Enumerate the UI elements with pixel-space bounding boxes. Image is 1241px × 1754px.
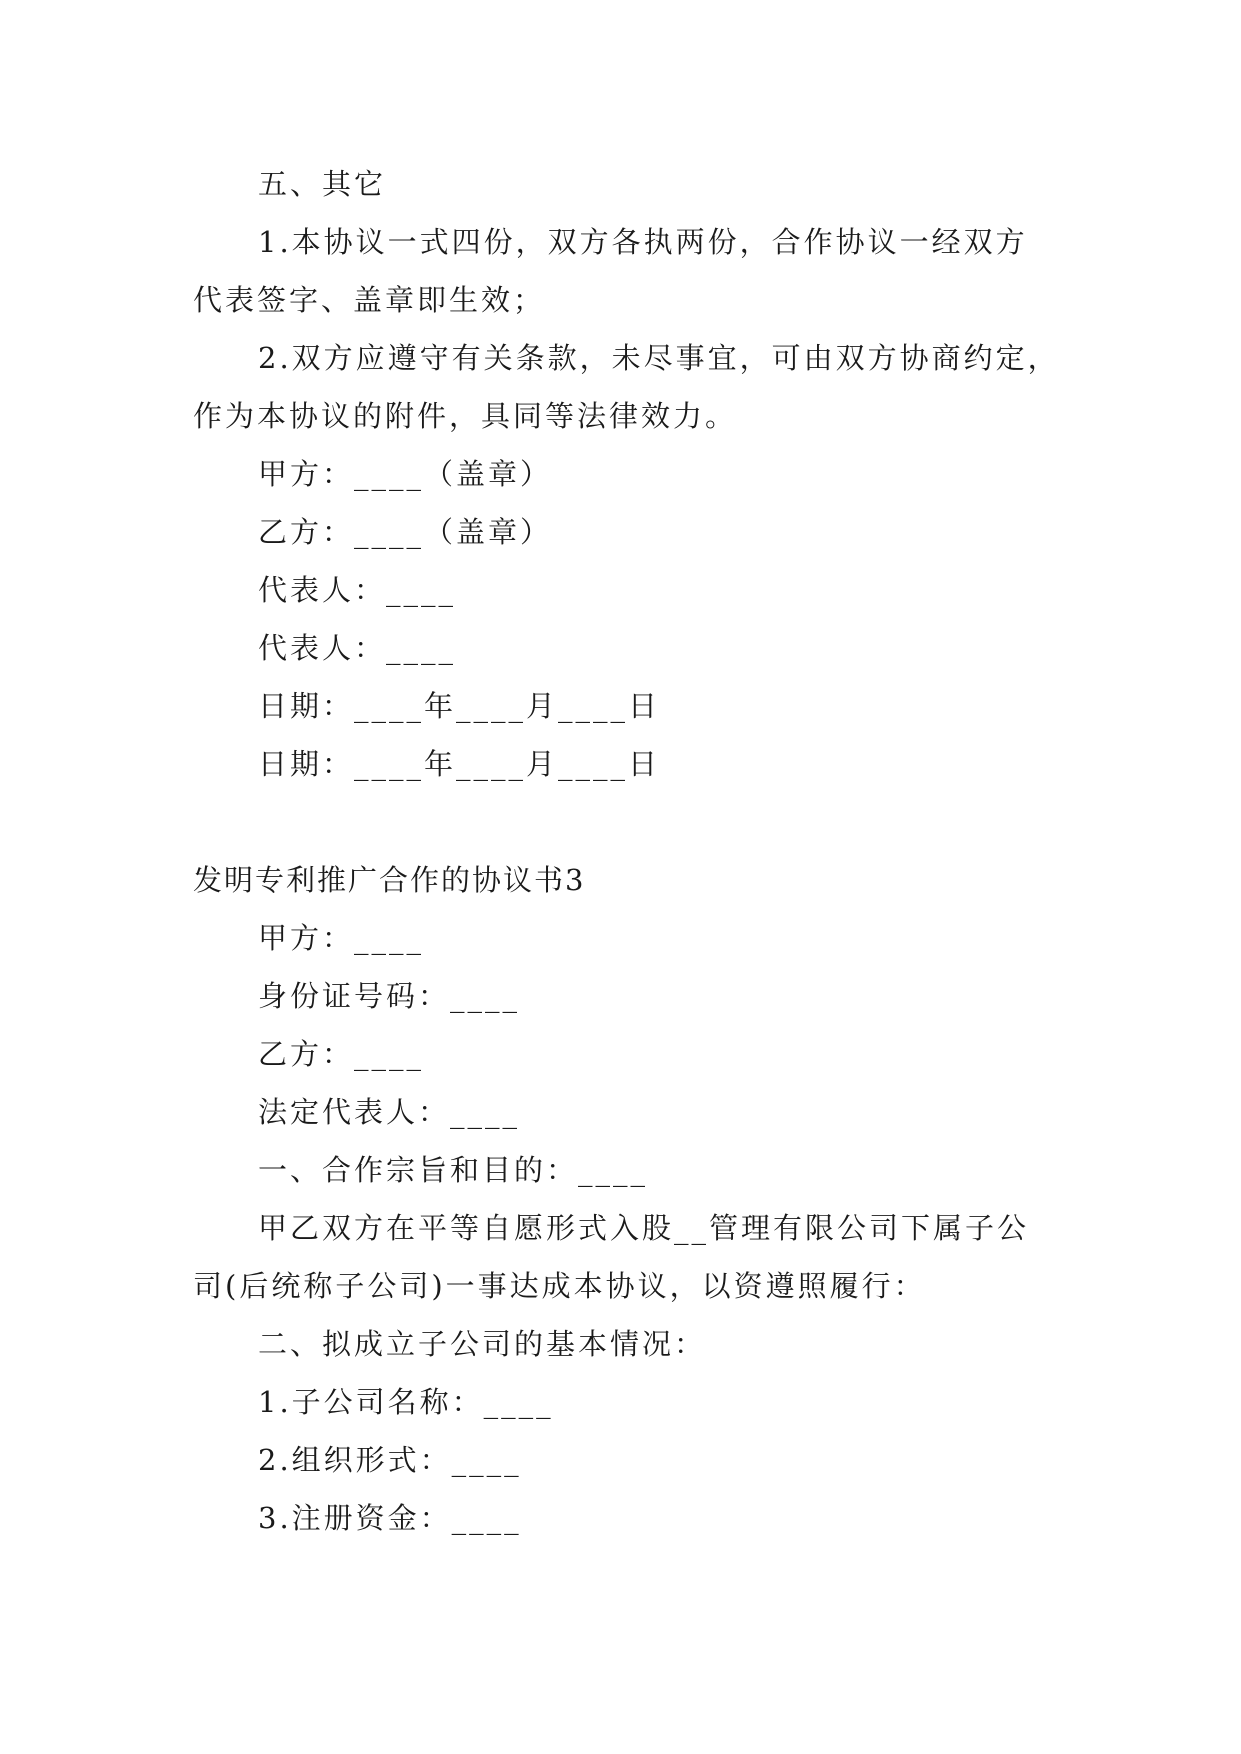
party-a-field: 甲方：____ [258, 921, 425, 955]
subsidiary-name-field: 1.子公司名称：____ [258, 1385, 554, 1419]
section-purpose: 一、合作宗旨和目的：____ [258, 1153, 649, 1187]
party-b-seal: 乙方：____（盖章） [258, 515, 553, 549]
clause-1-line-1: 1.本协议一式四份，双方各执两份，合作协议一经双方 [258, 225, 1028, 259]
id-number-field: 身份证号码：____ [258, 979, 521, 1013]
party-a-seal: 甲方：____（盖章） [258, 457, 553, 491]
agreement-title: 发明专利推广合作的协议书3 [193, 863, 586, 897]
registered-capital-field: 3.注册资金：____ [258, 1501, 522, 1535]
date-a: 日期：____年____月____日 [258, 689, 661, 723]
representative-b: 代表人：____ [258, 631, 457, 665]
intro-line-2: 司(后统称子公司)一事达成本协议，以资遵照履行： [193, 1269, 926, 1303]
representative-a: 代表人：____ [258, 573, 457, 607]
clause-1-line-2: 代表签字、盖章即生效； [193, 283, 546, 317]
section-heading-other: 五、其它 [258, 167, 387, 201]
organization-form-field: 2.组织形式：____ [258, 1443, 522, 1477]
party-b-field: 乙方：____ [258, 1037, 425, 1071]
clause-2-line-1: 2.双方应遵守有关条款，未尽事宜，可由双方协商约定， [258, 341, 1060, 375]
date-b: 日期：____年____月____日 [258, 747, 661, 781]
intro-line-1: 甲乙双方在平等自愿形式入股__管理有限公司下属子公 [258, 1211, 1030, 1245]
clause-2-line-2: 作为本协议的附件，具同等法律效力。 [193, 399, 738, 433]
legal-representative-field: 法定代表人：____ [258, 1095, 521, 1129]
section-basic-info: 二、拟成立子公司的基本情况： [258, 1327, 707, 1361]
